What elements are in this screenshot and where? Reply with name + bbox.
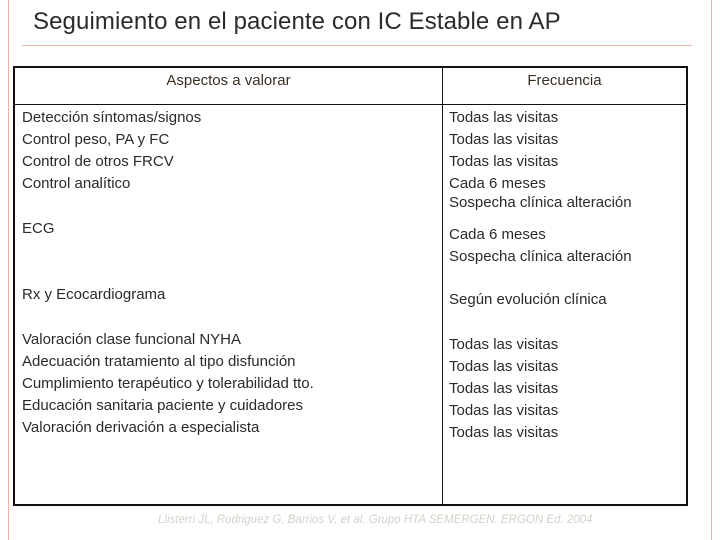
column-divider <box>442 68 443 504</box>
aspects-group-3 <box>22 284 165 306</box>
frequency-item: Todas las visitas <box>449 336 559 353</box>
aspect-item: Valoración derivación a especialista <box>22 419 260 436</box>
aspect-item: Detección síntomas/signos <box>22 109 202 126</box>
frequency-group-4 <box>449 334 558 444</box>
frequency-item: Todas las visitas <box>449 131 559 148</box>
header-aspects: Aspectos a valorar <box>166 72 291 89</box>
frequency-item: Todas las visitas <box>449 380 559 397</box>
frequency-item: Sospecha clínica alteración <box>449 248 632 265</box>
table-header <box>15 68 686 105</box>
title-underline <box>22 45 692 46</box>
frequency-item: Sospecha clínica alteración <box>449 194 632 211</box>
citation-footer: Llisterri JL, Rodriguez G, Barrios V, et al. Grupo HTA SEMERGEN. ERGON Ed. 2004 <box>158 514 593 526</box>
aspects-group-1 <box>22 107 201 195</box>
slide-title: Seguimiento en el paciente con IC Estable en AP <box>33 8 561 35</box>
aspects-group-2 <box>22 218 55 240</box>
aspects-group-4 <box>22 329 314 439</box>
aspect-item: Control de otros FRCV <box>22 153 174 170</box>
header-frequency: Frecuencia <box>527 72 602 89</box>
slide-left-rule <box>8 0 9 540</box>
aspect-item: Cumplimiento terapéutico y tolerabilidad tto. <box>22 375 314 392</box>
frequency-group-3 <box>449 289 607 311</box>
frequency-item: Cada 6 meses <box>449 226 546 243</box>
frequency-item: Cada 6 meses <box>449 175 546 192</box>
frequency-group-1 <box>449 107 632 210</box>
frequency-item: Según evolución clínica <box>449 291 607 308</box>
frequency-item: Todas las visitas <box>449 402 559 419</box>
frequency-item: Todas las visitas <box>449 109 559 126</box>
slide-right-rule <box>711 0 712 540</box>
aspect-item: Control peso, PA y FC <box>22 131 170 148</box>
aspect-item: Rx y Ecocardiograma <box>22 286 166 303</box>
aspect-item: Valoración clase funcional NYHA <box>22 331 242 348</box>
aspect-item: ECG <box>22 220 55 237</box>
follow-up-table <box>13 66 688 506</box>
aspect-item: Adecuación tratamiento al tipo disfunción <box>22 353 296 370</box>
frequency-group-2 <box>449 224 632 268</box>
frequency-item: Todas las visitas <box>449 424 559 441</box>
aspect-item: Control analítico <box>22 175 131 192</box>
frequency-item: Todas las visitas <box>449 358 559 375</box>
aspect-item: Educación sanitaria paciente y cuidadores <box>22 397 304 414</box>
frequency-item: Todas las visitas <box>449 153 559 170</box>
